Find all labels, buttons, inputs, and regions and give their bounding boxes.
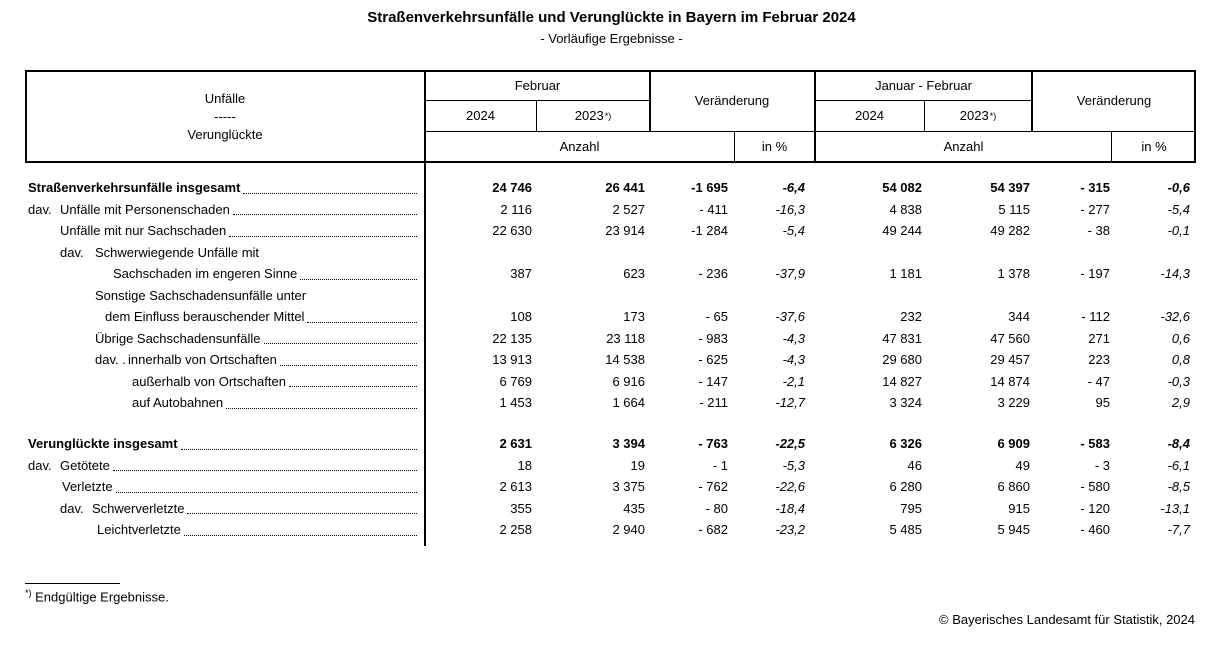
- cell-feb-change-pct: -5,3: [782, 457, 805, 473]
- copyright: © Bayerisches Landesamt für Statistik, 2024: [939, 612, 1195, 627]
- cell-janfeb-2023: 1 378: [997, 266, 1030, 281]
- cell-janfeb-change-abs: - 580: [1080, 479, 1110, 494]
- cell-janfeb-change-abs: - 120: [1080, 500, 1110, 516]
- cell-janfeb-change-pct: -8,5: [1167, 479, 1190, 494]
- table-row: [25, 349, 1196, 371]
- cell-feb-2023: 6 916: [612, 373, 645, 389]
- cell-janfeb-change-pct: -0,3: [1167, 373, 1190, 389]
- cell-feb-2024: 22 135: [492, 330, 532, 346]
- row-label: Sonstige Sachschadensunfälle unter: [95, 287, 307, 303]
- cell-janfeb-change-abs: - 460: [1080, 522, 1110, 537]
- row-label-cell: [25, 242, 425, 264]
- table-row: [25, 476, 1196, 498]
- row-label-cell: [25, 371, 425, 393]
- table-row: [25, 306, 1196, 328]
- colhead-janfeb-2024: [815, 100, 924, 131]
- table-row: [25, 199, 1196, 221]
- cell-feb-2024: [425, 242, 537, 264]
- cell-janfeb-change-pct: -32,6: [1160, 309, 1190, 324]
- table-row: [25, 371, 1196, 393]
- cell-janfeb-change-abs: - 112: [1081, 309, 1110, 324]
- year-label: 2023: [574, 108, 604, 123]
- row-label-cell: [25, 306, 425, 328]
- cell-janfeb-change-abs: [1032, 285, 1112, 307]
- cell-janfeb-change-pct: [1112, 285, 1196, 307]
- dot-leader: [226, 408, 417, 409]
- page-subtitle: - Vorläufige Ergebnisse -: [540, 31, 683, 46]
- row-label: Getötete: [60, 457, 110, 473]
- cell-janfeb-2024: 4 838: [889, 201, 922, 217]
- cell-feb-change-abs: -1 284: [691, 223, 728, 238]
- cell-janfeb-change-abs: - 277: [1080, 201, 1110, 217]
- cell-janfeb-2024: 3 324: [889, 395, 922, 410]
- cell-janfeb-2024: 6 326: [889, 436, 922, 451]
- row-label: Straßenverkehrsunfälle insgesamt: [28, 180, 241, 195]
- row-label-prefix: dav.: [28, 457, 52, 473]
- cell-feb-change-abs: - 762: [698, 479, 728, 494]
- row-label: Schwerwiegende Unfälle mit: [95, 244, 260, 260]
- cell-feb-2024: 13 913: [492, 352, 532, 367]
- cell-feb-change-pct: -22,5: [775, 436, 805, 451]
- table-row: [25, 392, 1196, 414]
- cell-janfeb-change-pct: -6,1: [1167, 457, 1190, 473]
- row-label-cell: [25, 285, 425, 307]
- row-label-cell: [25, 263, 425, 285]
- year-label: 2023: [959, 108, 989, 123]
- cell-janfeb-change-pct: [1112, 242, 1196, 264]
- cell-janfeb-change-pct: 0,6: [1171, 330, 1190, 346]
- cell-janfeb-2024: 6 280: [889, 479, 922, 494]
- cell-janfeb-2024: 29 680: [882, 352, 922, 367]
- cell-feb-2023: 23 118: [606, 330, 645, 346]
- row-label-cell: [25, 328, 425, 350]
- cell-feb-2024: 18: [517, 457, 532, 473]
- row-label-prefix: dav. .: [95, 352, 126, 367]
- dot-leader: [184, 535, 417, 536]
- cell-janfeb-2024: 1 181: [889, 266, 922, 281]
- cell-feb-change-abs: [650, 242, 735, 264]
- stub-head-divider: -----: [214, 108, 236, 124]
- cell-feb-change-pct: -23,2: [775, 522, 805, 537]
- cell-feb-2023: 19: [630, 457, 645, 473]
- cell-feb-2024: 355: [510, 500, 532, 516]
- cell-janfeb-2023: 49: [1015, 457, 1030, 473]
- cell-janfeb-change-abs: - 315: [1080, 180, 1110, 195]
- cell-feb-2023: 14 538: [605, 352, 645, 367]
- footnote-text-line: [25, 588, 169, 604]
- table-row: [25, 519, 1196, 541]
- cell-feb-change-pct: -37,9: [775, 266, 805, 281]
- cell-janfeb-2023: 47 560: [990, 330, 1030, 346]
- cell-feb-change-abs: - 80: [705, 500, 728, 516]
- cell-feb-2024: 1 453: [499, 395, 532, 410]
- cell-feb-2023: 3 375: [612, 479, 645, 494]
- dot-leader: [289, 386, 417, 387]
- cell-janfeb-2023: 49 282: [990, 223, 1030, 238]
- row-label-cell: [25, 177, 425, 199]
- cell-feb-2023: 435: [623, 500, 645, 516]
- cell-feb-2023: 23 914: [605, 223, 645, 238]
- row-label: außerhalb von Ortschaften: [132, 373, 286, 389]
- cell-janfeb-change-pct: -0,6: [1167, 180, 1190, 195]
- cell-janfeb-2024: 47 831: [882, 330, 922, 346]
- cell-feb-2023: 2 940: [612, 522, 645, 537]
- cell-janfeb-2023: 14 874: [990, 373, 1030, 389]
- cell-feb-2023: 3 394: [612, 436, 645, 451]
- cell-feb-2024: 2 613: [499, 479, 532, 494]
- cell-feb-change-abs: - 411: [699, 201, 728, 217]
- cell-janfeb-2024: 795: [900, 500, 922, 516]
- dot-leader: [300, 279, 417, 280]
- cell-feb-change-abs: [650, 285, 735, 307]
- cell-janfeb-change-abs: - 3: [1094, 457, 1110, 473]
- cell-janfeb-2023: 5 945: [997, 522, 1030, 537]
- cell-janfeb-change-pct: -7,7: [1167, 522, 1190, 537]
- cell-janfeb-2023: 6 860: [997, 479, 1030, 494]
- cell-feb-2024: 24 746: [492, 180, 532, 195]
- cell-janfeb-2023: 29 457: [990, 352, 1030, 367]
- colgroup-februar: Februar: [514, 77, 561, 93]
- cell-janfeb-2024: [815, 242, 925, 264]
- row-label-cell: [25, 433, 425, 455]
- table-row: [25, 328, 1196, 350]
- colhead-janfeb-2023: 2023 *): [959, 108, 997, 123]
- row-label-cell: [25, 220, 425, 242]
- cell-feb-change-pct: -4,3: [782, 352, 805, 367]
- row-label-cell: [25, 455, 425, 477]
- cell-feb-change-pct: -18,4: [775, 500, 805, 516]
- table-row: [25, 177, 1196, 199]
- stub-head-unfaelle: Unfälle: [204, 90, 246, 106]
- cell-janfeb-change-pct: -14,3: [1160, 266, 1190, 281]
- dot-leader: [233, 214, 417, 215]
- row-label-prefix: dav.: [60, 500, 84, 516]
- dot-leader: [187, 513, 417, 514]
- cell-janfeb-change-pct: -0,1: [1167, 223, 1190, 238]
- cell-feb-2023: 1 664: [612, 395, 645, 410]
- cell-feb-change-pct: -22,6: [775, 479, 805, 494]
- cell-feb-2023: 173: [623, 309, 645, 324]
- row-label: auf Autobahnen: [132, 395, 224, 410]
- cell-feb-change-pct: -2,1: [782, 373, 805, 389]
- cell-janfeb-2023: 344: [1008, 309, 1030, 324]
- table-row: [25, 455, 1196, 477]
- footnote-rule: [25, 583, 120, 584]
- cell-feb-2024: [425, 285, 537, 307]
- cell-feb-2023: [537, 285, 650, 307]
- colhead-feb-2024: [425, 100, 536, 131]
- cell-feb-2023: 623: [623, 266, 645, 281]
- cell-feb-2024: 6 769: [499, 373, 532, 389]
- dot-leader: [264, 343, 418, 344]
- dot-leader: [113, 470, 417, 471]
- row-label-cell: [25, 498, 425, 520]
- dot-leader: [280, 365, 417, 366]
- cell-feb-change-abs: - 983: [698, 330, 728, 346]
- cell-janfeb-change-abs: - 47: [1087, 373, 1110, 389]
- unit-pct-1: in %: [761, 138, 788, 154]
- cell-feb-2024: 2 258: [499, 522, 532, 537]
- cell-feb-2024: 22 630: [492, 223, 532, 238]
- cell-janfeb-change-abs: 95: [1095, 395, 1110, 410]
- row-label-cell: [25, 199, 425, 221]
- cell-feb-change-abs: - 682: [698, 522, 728, 537]
- row-label: dem Einfluss berauschender Mittel: [105, 309, 305, 324]
- unit-pct-2: in %: [1141, 138, 1167, 154]
- cell-janfeb-change-pct: 2,9: [1171, 395, 1190, 410]
- table-row: [25, 242, 1196, 264]
- table-row: [25, 498, 1196, 520]
- row-label: Verunglückte insgesamt: [28, 436, 178, 451]
- colgroup-veraenderung-1: Veränderung: [694, 93, 770, 108]
- cell-janfeb-change-abs: - 583: [1080, 436, 1110, 451]
- cell-feb-2023: 2 527: [612, 201, 645, 217]
- cell-janfeb-2023: 3 229: [997, 395, 1030, 410]
- footnote-marker: *): [25, 588, 32, 598]
- cell-janfeb-2024: 49 244: [882, 223, 922, 238]
- cell-janfeb-change-abs: 271: [1088, 330, 1110, 346]
- table-row: [25, 263, 1196, 285]
- cell-janfeb-2023: [925, 242, 1032, 264]
- dot-leader: [243, 193, 417, 194]
- cell-feb-change-abs: - 147: [698, 373, 728, 389]
- row-label: Leichtverletzte: [97, 522, 181, 537]
- row-label-prefix: dav.: [28, 201, 52, 217]
- cell-janfeb-change-abs: - 197: [1080, 266, 1110, 281]
- row-label-cell: [25, 392, 425, 414]
- row-label: Sachschaden im engeren Sinne: [113, 266, 298, 281]
- table-row: [25, 433, 1196, 455]
- cell-janfeb-2023: 5 115: [998, 201, 1030, 217]
- cell-feb-change-abs: -1 695: [691, 180, 728, 195]
- cell-feb-change-pct: -4,3: [782, 330, 805, 346]
- dot-leader: [116, 492, 417, 493]
- row-label: Übrige Sachschadensunfälle: [95, 330, 261, 346]
- dot-leader: [181, 449, 417, 450]
- cell-feb-change-pct: -16,3: [775, 201, 805, 217]
- row-label: Verletzte: [62, 479, 113, 494]
- year-label: 2024: [855, 108, 884, 123]
- row-label: Schwerverletzte: [92, 500, 185, 516]
- row-label-cell: [25, 349, 425, 371]
- row-label: innerhalb von Ortschaften: [128, 352, 277, 367]
- cell-feb-change-abs: - 65: [705, 309, 728, 324]
- cell-janfeb-2024: 54 082: [882, 180, 922, 195]
- dot-leader: [307, 322, 417, 323]
- footnote-text: Endgültige Ergebnisse.: [35, 589, 169, 605]
- table-header: [25, 70, 1196, 163]
- cell-janfeb-2023: 6 909: [997, 436, 1030, 451]
- colgroup-januar-februar: Januar - Februar: [875, 77, 972, 93]
- year-label: 2024: [466, 108, 495, 123]
- cell-feb-2024: 2 116: [500, 201, 532, 217]
- colhead-feb-2023: 2023 *): [574, 108, 612, 123]
- dot-leader: [229, 236, 417, 237]
- row-label: Unfälle mit nur Sachschaden: [60, 223, 227, 238]
- table-body: [25, 163, 1196, 546]
- cell-feb-2023: 26 441: [605, 180, 645, 195]
- cell-feb-2024: 2 631: [499, 436, 532, 451]
- row-label-prefix: dav.: [60, 244, 84, 260]
- stub-head-verunglueckte: Verunglückte: [187, 126, 263, 142]
- cell-janfeb-2024: 14 827: [882, 373, 922, 389]
- cell-feb-2024: 108: [510, 309, 532, 324]
- row-label-cell: [25, 476, 425, 498]
- cell-feb-change-pct: -5,4: [782, 223, 805, 238]
- page-title: Straßenverkehrsunfälle und Verunglückte in Bayern im Februar 2024: [367, 9, 856, 26]
- cell-feb-change-pct: [735, 285, 815, 307]
- cell-janfeb-change-abs: [1032, 242, 1112, 264]
- footnote: [25, 583, 169, 604]
- cell-feb-2024: 387: [510, 266, 532, 281]
- cell-janfeb-2024: 232: [900, 309, 922, 324]
- cell-janfeb-2023: 915: [1008, 500, 1030, 516]
- cell-janfeb-change-pct: -5,4: [1167, 201, 1190, 217]
- cell-janfeb-change-pct: 0,8: [1171, 352, 1190, 367]
- statistics-table: [25, 70, 1196, 546]
- cell-feb-change-pct: -12,7: [775, 395, 805, 410]
- cell-feb-change-abs: - 625: [698, 352, 728, 367]
- cell-janfeb-change-abs: 223: [1088, 352, 1110, 367]
- table-row: [25, 285, 1196, 307]
- unit-anzahl-1: Anzahl: [559, 138, 600, 154]
- row-label-cell: [25, 519, 425, 541]
- cell-feb-change-abs: - 1: [712, 457, 728, 473]
- cell-janfeb-2024: 5 485: [889, 522, 922, 537]
- cell-feb-change-abs: - 236: [698, 266, 728, 281]
- row-label: Unfälle mit Personenschaden: [60, 201, 230, 217]
- cell-feb-change-pct: -6,4: [782, 180, 805, 195]
- cell-feb-change-pct: [735, 242, 815, 264]
- cell-janfeb-2023: 54 397: [990, 180, 1030, 195]
- colgroup-veraenderung-2: Veränderung: [1076, 93, 1152, 108]
- cell-janfeb-2023: [925, 285, 1032, 307]
- cell-feb-2023: [537, 242, 650, 264]
- cell-janfeb-change-pct: -8,4: [1167, 436, 1190, 451]
- table-row: [25, 220, 1196, 242]
- stub-head: [25, 70, 425, 163]
- cell-janfeb-change-abs: - 38: [1087, 223, 1110, 238]
- cell-feb-change-pct: -37,6: [775, 309, 805, 324]
- cell-janfeb-2024: [815, 285, 925, 307]
- cell-janfeb-2024: 46: [907, 457, 922, 473]
- cell-feb-change-abs: - 763: [698, 436, 728, 451]
- unit-anzahl-2: Anzahl: [943, 138, 984, 154]
- cell-janfeb-change-pct: -13,1: [1160, 500, 1190, 516]
- cell-feb-change-abs: - 211: [699, 395, 728, 410]
